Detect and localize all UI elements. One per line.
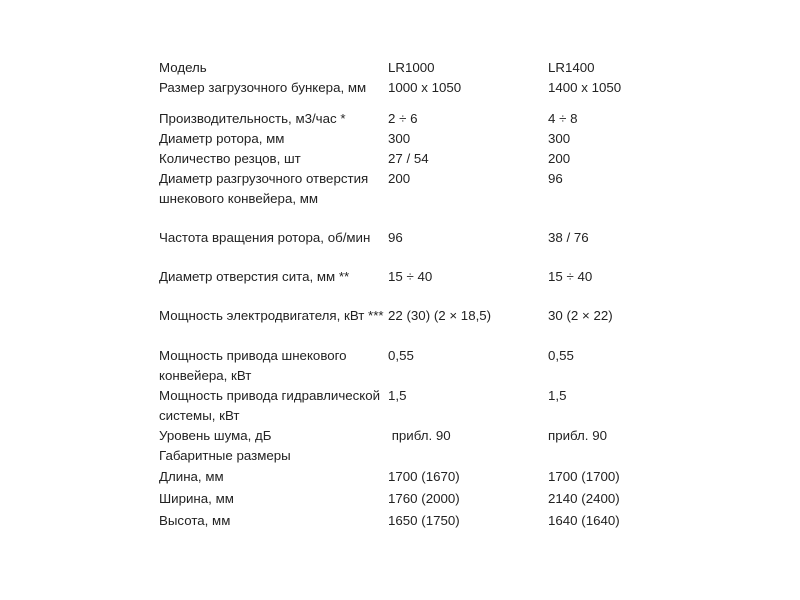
row-label: Мощность привода гидравлической системы, кВт: [159, 388, 381, 423]
lr1000-value: LR1000: [388, 60, 435, 75]
lr1400-value: 96: [548, 171, 563, 186]
lr1400-value: 300: [548, 131, 571, 146]
lr1400-value: 15 ÷ 40: [548, 269, 593, 284]
lr1000-value: 200: [388, 171, 411, 186]
lr1400-value: 4 ÷ 8: [548, 111, 578, 126]
lr1400-value: LR1400: [548, 60, 595, 75]
lr1000-value: 1000 х 1050: [388, 80, 462, 95]
table-row: [159, 149, 679, 169]
lr1000-value: 27 / 54: [388, 151, 429, 166]
row-label: Высота, мм: [159, 513, 231, 528]
row-label: Производительность, м3/час *: [159, 111, 346, 126]
lr1000-value: 22 (30) (2 × 18,5): [388, 308, 492, 323]
table-row: [159, 228, 679, 248]
table-row: [159, 426, 679, 446]
table-row: [159, 306, 679, 346]
table-row: [159, 58, 679, 78]
lr1400-value: 2140 (2400): [548, 491, 620, 506]
table-row: [159, 386, 679, 426]
table-row: [159, 109, 679, 129]
lr1000-value: 2 ÷ 6: [388, 111, 418, 126]
lr1000-value: 15 ÷ 40: [388, 269, 433, 284]
table-row: [159, 511, 679, 533]
row-label: Длина, мм: [159, 469, 224, 484]
row-label: Количество резцов, шт: [159, 151, 301, 166]
row-label: Частота вращения ротора, об/мин: [159, 230, 371, 245]
lr1400-value: 1640 (1640): [548, 513, 620, 528]
row-label: Модель: [159, 60, 207, 75]
row-label: Ширина, мм: [159, 491, 234, 506]
lr1000-value: 1650 (1750): [388, 513, 460, 528]
lr1000-value: 96: [388, 230, 403, 245]
row-label: Диаметр разгрузочного отверстия шнекового конвейера, мм: [159, 171, 369, 206]
lr1400-value: 38 / 76: [548, 230, 589, 245]
lr1400-value: 30 (2 × 22): [548, 308, 613, 323]
row-label: Мощность электродвигателя, кВт ***: [159, 308, 384, 323]
lr1400-value: 0,55: [548, 348, 574, 363]
row-label: Размер загрузочного бункера, мм: [159, 80, 367, 95]
lr1000-value: 300: [388, 131, 411, 146]
row-label: Уровень шума, дБ: [159, 428, 272, 443]
table-row: [159, 267, 679, 287]
lr1000-value: прибл. 90: [388, 428, 451, 443]
table-row: [159, 467, 679, 489]
table-row: [159, 446, 679, 466]
lr1000-value: 0,55: [388, 348, 414, 363]
lr1400-value: 200: [548, 151, 571, 166]
lr1400-value: 1400 х 1050: [548, 80, 622, 95]
lr1000-value: 1,5: [388, 388, 407, 403]
table-row: [159, 169, 679, 209]
lr1000-value: 1760 (2000): [388, 491, 460, 506]
lr1400-value: 1700 (1700): [548, 469, 620, 484]
table-row: [159, 129, 679, 149]
section-label: Габаритные размеры: [159, 448, 291, 463]
table-row: [159, 346, 679, 386]
lr1000-value: 1700 (1670): [388, 469, 460, 484]
row-label: Мощность привода шнекового конвейера, кВт: [159, 348, 347, 383]
table-row: [159, 489, 679, 511]
spec-table: [159, 58, 679, 533]
lr1400-value: прибл. 90: [548, 428, 607, 443]
table-row: [159, 78, 679, 98]
row-label: Диаметр ротора, мм: [159, 131, 285, 146]
lr1400-value: 1,5: [548, 388, 567, 403]
row-label: Диаметр отверстия сита, мм **: [159, 269, 350, 284]
